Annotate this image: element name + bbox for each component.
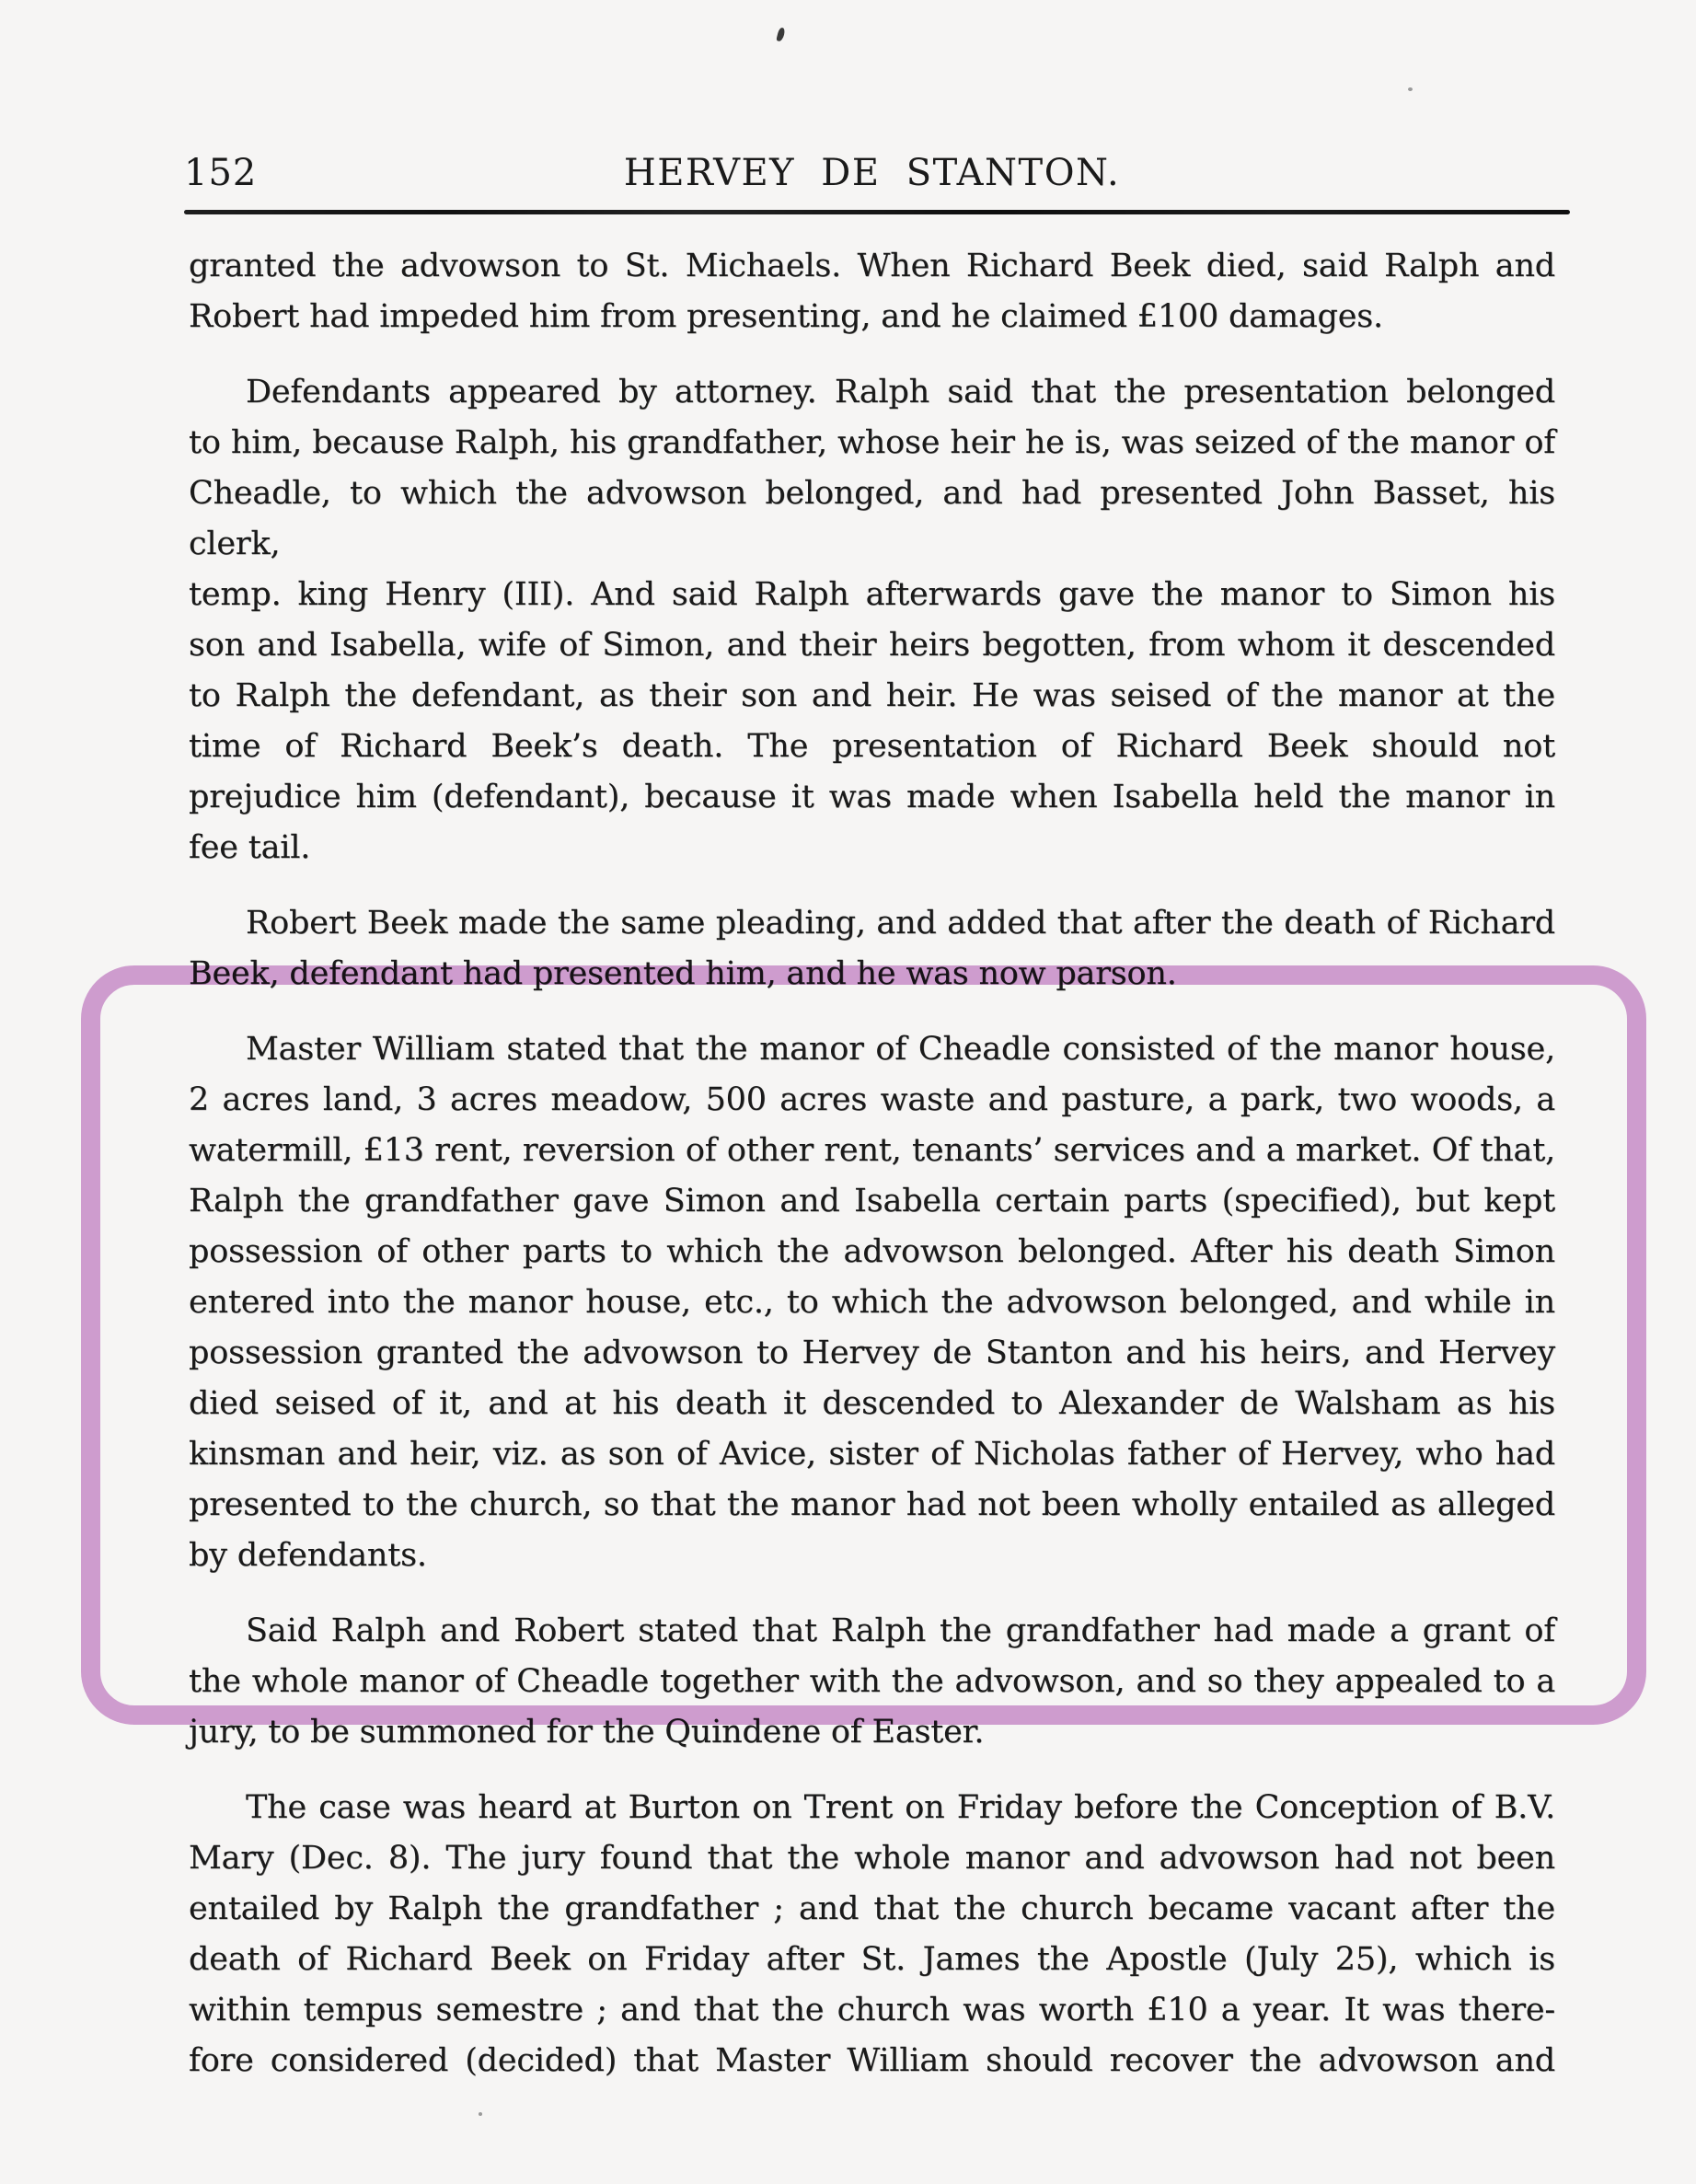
text-line: 2 acres land, 3 acres meadow, 500 acres waste and pasture, a park, two woods, a — [189, 1081, 1555, 1118]
scan-speck — [776, 27, 785, 41]
text-line: fee tail. — [189, 829, 311, 866]
text-line: The case was heard at Burton on Trent on Friday before the Conception of B.V. — [246, 1789, 1555, 1826]
paragraph — [189, 1606, 1555, 1758]
text-line: Beek, defendant had presented him, and he was now parson. — [189, 955, 1177, 992]
text-line: Ralph the grandfather gave Simon and Isabella certain parts (specified), but kept — [189, 1183, 1555, 1219]
text-line: possession of other parts to which the advowson belonged. After his death Simon — [189, 1233, 1555, 1270]
text-line: entailed by Ralph the grandfather ; and that the church became vacant after the — [189, 1890, 1555, 1927]
text-line: fore considered (decided) that Master William should recover the advowson and — [189, 2042, 1555, 2079]
text-line: Robert had impeded him from presenting, and he claimed £100 damages. — [189, 298, 1383, 335]
text-line: prejudice him (defendant), because it was made when Isabella held the manor in — [189, 779, 1555, 815]
text-line: Robert Beek made the same pleading, and added that after the death of Richard — [246, 905, 1555, 942]
page-number: 152 — [184, 152, 258, 194]
text-line: Cheadle, to which the advowson belonged, and had presented John Basset, his clerk, — [189, 475, 1555, 562]
text-line: possession granted the advowson to Hervey de Stanton and his heirs, and Hervey — [189, 1335, 1555, 1371]
text-line: kinsman and heir, viz. as son of Avice, sister of Nicholas father of Hervey, who had — [189, 1436, 1555, 1473]
text-line: entered into the manor house, etc., to which the advowson belonged, and while in — [189, 1284, 1555, 1321]
text-line: temp. king Henry (III). And said Ralph afterwards gave the manor to Simon his — [189, 576, 1555, 613]
text-line: jury, to be summoned for the Quindene of Easter. — [189, 1714, 985, 1751]
text-line: Defendants appeared by attorney. Ralph said that the presentation belonged — [246, 374, 1555, 410]
paragraph — [189, 1024, 1555, 1581]
text-line: within tempus semestre ; and that the church was worth £10 a year. It was there- — [189, 1992, 1555, 2028]
text-line: Mary (Dec. 8). The jury found that the whole manor and advowson had not been — [189, 1840, 1555, 1877]
text-line: died seised of it, and at his death it descended to Alexander de Walsham as his — [189, 1385, 1555, 1422]
text-line: son and Isabella, wife of Simon, and their heirs begotten, from whom it descended — [189, 627, 1555, 664]
text-line: granted the advowson to St. Michaels. When Richard Beek died, said Ralph and — [189, 248, 1555, 284]
paragraph — [189, 367, 1555, 873]
paragraph — [189, 898, 1555, 1000]
text-line: time of Richard Beek’s death. The presentation of Richard Beek should not — [189, 728, 1555, 765]
text-line: to him, because Ralph, his grandfather, whose heir he is, was seized of the manor of — [189, 424, 1555, 461]
text-line: the whole manor of Cheadle together with the advowson, and so they appealed to a — [189, 1663, 1555, 1700]
text-line: by defendants. — [189, 1537, 427, 1574]
paragraph — [189, 241, 1555, 342]
text-line: death of Richard Beek on Friday after St. James the Apostle (July 25), which is — [189, 1941, 1555, 1978]
scan-speck — [479, 2112, 482, 2116]
page-header-title: HERVEY DE STANTON. — [623, 152, 1121, 194]
text-line: to Ralph the defendant, as their son and heir. He was seised of the manor at the — [189, 677, 1555, 714]
text-line: watermill, £13 rent, reversion of other rent, tenants’ services and a market. Of that, — [189, 1132, 1555, 1169]
text-line: Said Ralph and Robert stated that Ralph the grandfather had made a grant of — [246, 1612, 1555, 1649]
text-line: Master William stated that the manor of Cheadle consisted of the manor house, — [246, 1031, 1555, 1068]
body-text — [189, 241, 1555, 2086]
header-rule — [184, 210, 1570, 214]
text-line: presented to the church, so that the manor had not been wholly entailed as alleged — [189, 1486, 1555, 1523]
paragraph — [189, 1783, 1555, 2086]
scan-speck — [1408, 87, 1413, 91]
